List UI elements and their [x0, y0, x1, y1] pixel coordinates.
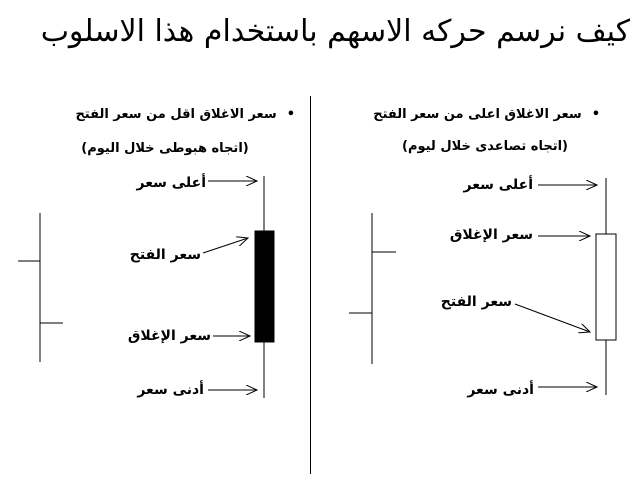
right-label-close: سعر الإغلاق [449, 227, 533, 243]
right-ohlc-bar [349, 213, 396, 364]
right-panel-subheading: (اتجاه تصاعدى خلال ليوم) [402, 139, 568, 154]
bullish-candle [596, 178, 616, 395]
left-arrow-open [203, 238, 248, 253]
bullet-icon: • [286, 107, 295, 122]
right-label-open: سعر الفتح [440, 294, 512, 310]
left-label-close: سعر الإغلاق [127, 328, 211, 344]
right-label-high: أعلى سعر [463, 177, 533, 193]
left-label-open: سعر الفتح [129, 247, 201, 263]
right-panel-heading: سعر الاغلاق اعلى من سعر الفتح [373, 107, 582, 122]
left-label-high: أعلى سعر [136, 175, 206, 191]
left-label-low: أدنى سعر [137, 382, 204, 398]
left-panel-subheading: (اتجاه هبوطى خلال اليوم) [81, 141, 249, 156]
left-panel-heading: سعر الاغلاق اقل من سعر الفتح [75, 107, 277, 122]
left-ohlc-bar [18, 213, 63, 362]
right-label-low: أدنى سعر [467, 382, 534, 398]
bullish-candle-body [596, 234, 616, 340]
bullet-icon: • [591, 107, 600, 122]
right-arrow-open [515, 304, 590, 332]
bearish-candle-body [255, 231, 274, 342]
slide-title: كيف نرسم حركه الاسهم باستخدام هذا الاسلوب [40, 14, 630, 49]
bearish-candle [255, 176, 274, 398]
